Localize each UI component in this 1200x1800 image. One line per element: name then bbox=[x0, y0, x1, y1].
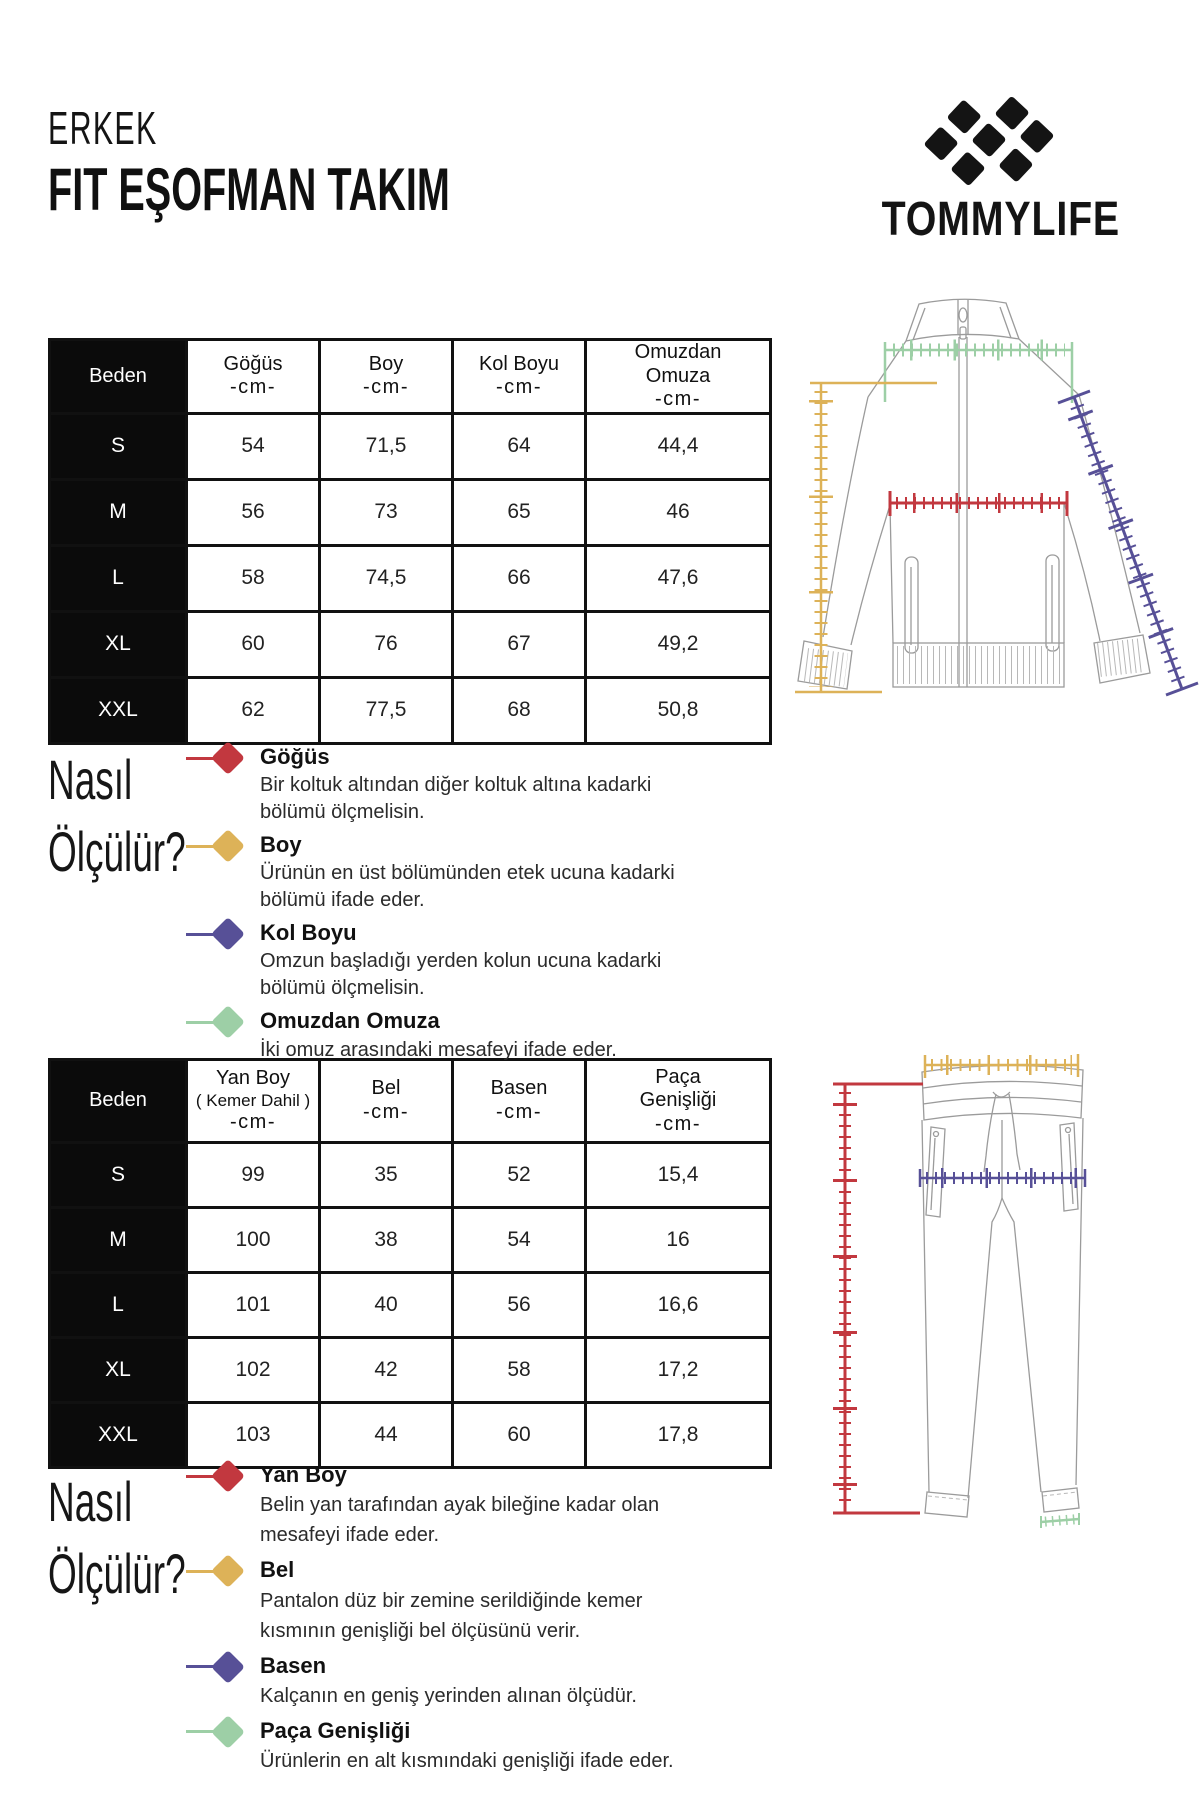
measure-description: Ürünün en üst bölümünden etek ucuna kadarki bölümü ifade eder. bbox=[260, 862, 675, 911]
legend-text bbox=[260, 744, 676, 825]
column-label: Basen bbox=[490, 1077, 548, 1100]
size-label-cell: M bbox=[50, 1208, 187, 1273]
legend-text bbox=[260, 1718, 674, 1776]
size-value-cell: 50,8 bbox=[586, 677, 771, 743]
size-value-cell: 56 bbox=[187, 479, 320, 545]
diamond-icon bbox=[211, 917, 245, 951]
column-header bbox=[187, 1060, 320, 1143]
column-unit: -cm- bbox=[496, 1101, 542, 1123]
size-label-cell: M bbox=[50, 479, 187, 545]
column-header bbox=[320, 1060, 453, 1143]
column-header bbox=[453, 1060, 586, 1143]
size-row bbox=[50, 611, 771, 677]
size-value-cell: 56 bbox=[453, 1273, 586, 1338]
column-label: Beden bbox=[89, 364, 147, 387]
measure-marker-icon bbox=[186, 832, 244, 860]
page-title-line2: FIT EŞOFMAN TAKIM bbox=[48, 156, 450, 224]
measure-description: Omzun başladığı yerden kolun ucuna kadarki bölümü ölçmelisin. bbox=[260, 950, 662, 999]
column-label: Göğüs bbox=[223, 352, 283, 375]
measure-name: Göğüs bbox=[260, 744, 330, 769]
legend-item bbox=[186, 1557, 706, 1645]
shoulder-measure-line bbox=[885, 342, 1072, 403]
pants-size-table bbox=[48, 1058, 772, 1469]
size-label-cell: XL bbox=[50, 611, 187, 677]
column-unit: -cm- bbox=[363, 1101, 409, 1123]
size-value-cell: 66 bbox=[453, 545, 586, 611]
size-row bbox=[50, 677, 771, 743]
size-value-cell: 67 bbox=[453, 611, 586, 677]
size-value-cell: 74,5 bbox=[320, 545, 453, 611]
measure-description: Pantalon düz bir zemine serildiğinde kemer kısmının genişliği bel ölçüsünü verir. bbox=[260, 1589, 643, 1642]
size-value-cell: 64 bbox=[453, 413, 586, 479]
measure-description: İki omuz arasındaki mesafeyi ifade eder. bbox=[260, 1038, 617, 1061]
header-row bbox=[50, 340, 771, 414]
measure-marker-icon bbox=[186, 1718, 244, 1746]
diamond-icon bbox=[211, 1459, 245, 1493]
size-value-cell: 49,2 bbox=[586, 611, 771, 677]
legend-item bbox=[186, 1008, 676, 1063]
measure-description: Belin yan tarafından ayak bileğine kadar olan mesafeyi ifade eder. bbox=[260, 1494, 660, 1547]
legend-item bbox=[186, 1718, 706, 1776]
size-value-cell: 40 bbox=[320, 1273, 453, 1338]
size-value-cell: 101 bbox=[187, 1273, 320, 1338]
measure-marker-icon bbox=[186, 1462, 244, 1490]
column-header bbox=[50, 1060, 187, 1143]
jacket-measurement-diagram bbox=[700, 285, 1200, 705]
measure-description: Ürünlerin en alt kısmındaki genişliği ifade eder. bbox=[260, 1750, 674, 1773]
size-value-cell: 54 bbox=[187, 413, 320, 479]
size-value-cell: 60 bbox=[187, 611, 320, 677]
legend-item bbox=[186, 1653, 706, 1711]
heading-line: Nasıl bbox=[48, 748, 133, 811]
diamond-icon bbox=[211, 1554, 245, 1588]
size-value-cell: 52 bbox=[453, 1143, 586, 1208]
size-row bbox=[50, 1273, 771, 1338]
column-unit: -cm- bbox=[496, 376, 542, 399]
size-label-cell: XXL bbox=[50, 677, 187, 743]
size-row bbox=[50, 1403, 771, 1468]
column-label: Paça Genişliği bbox=[639, 1065, 717, 1112]
side-length-measure-line bbox=[833, 1084, 923, 1513]
brand-name: TOMMYLIFE bbox=[881, 193, 1121, 246]
size-value-cell: 16 bbox=[586, 1208, 771, 1273]
column-label: Boy bbox=[368, 352, 404, 375]
measure-marker-icon bbox=[186, 1008, 244, 1036]
heading-line: Ölçülür? bbox=[48, 1541, 186, 1605]
legend-text bbox=[260, 1653, 637, 1711]
diamond-icon bbox=[211, 829, 245, 863]
size-label-cell: L bbox=[50, 1273, 187, 1338]
diamond-icon bbox=[211, 1650, 245, 1684]
size-value-cell: 76 bbox=[320, 611, 453, 677]
brand-block bbox=[858, 90, 1120, 244]
heading-line: Ölçülür? bbox=[48, 819, 186, 883]
column-sublabel: ( Kemer Dahil ) bbox=[195, 1090, 311, 1110]
legend-text bbox=[260, 1462, 706, 1550]
size-value-cell: 17,8 bbox=[586, 1403, 771, 1468]
measure-name: Yan Boy bbox=[260, 1462, 347, 1487]
measure-name: Basen bbox=[260, 1652, 327, 1678]
measure-name: Paça Genişliği bbox=[260, 1717, 411, 1743]
legend-item bbox=[186, 920, 676, 1001]
diamond-cluster-logo-icon bbox=[889, 90, 1089, 190]
size-value-cell: 44 bbox=[320, 1403, 453, 1468]
legend-item bbox=[186, 1462, 706, 1550]
waist-measure-line bbox=[925, 1054, 1078, 1078]
size-value-cell: 16,6 bbox=[586, 1273, 771, 1338]
page-title bbox=[48, 102, 657, 224]
measure-legend-top bbox=[186, 744, 676, 1070]
measure-name: Omuzdan Omuza bbox=[260, 1008, 440, 1034]
size-value-cell: 65 bbox=[453, 479, 586, 545]
size-value-cell: 102 bbox=[187, 1338, 320, 1403]
size-value-cell: 73 bbox=[320, 479, 453, 545]
page-title-line1: ERKEK bbox=[48, 102, 158, 154]
column-unit: -cm- bbox=[363, 376, 409, 399]
size-value-cell: 47,6 bbox=[586, 545, 771, 611]
column-label: Kol Boyu bbox=[478, 352, 560, 375]
column-label: Omuzdan Omuza bbox=[634, 341, 722, 387]
size-label-cell: L bbox=[50, 545, 187, 611]
diamond-icon bbox=[211, 1715, 245, 1749]
size-row bbox=[50, 545, 771, 611]
measure-legend-bottom bbox=[186, 1462, 706, 1783]
size-value-cell: 38 bbox=[320, 1208, 453, 1273]
column-header bbox=[453, 340, 586, 414]
how-to-measure-heading-bottom bbox=[48, 1466, 186, 1609]
size-value-cell: 46 bbox=[586, 479, 771, 545]
legend-item bbox=[186, 832, 676, 913]
measure-marker-icon bbox=[186, 1653, 244, 1681]
size-value-cell: 44,4 bbox=[586, 413, 771, 479]
column-header bbox=[586, 1060, 771, 1143]
column-unit: -cm- bbox=[655, 1112, 701, 1135]
size-value-cell: 99 bbox=[187, 1143, 320, 1208]
measure-marker-icon bbox=[186, 744, 244, 772]
column-label: Beden bbox=[89, 1089, 147, 1112]
size-value-cell: 68 bbox=[453, 677, 586, 743]
pants-outline bbox=[922, 1065, 1083, 1517]
pants-measurement-diagram bbox=[810, 1030, 1110, 1540]
legend-text bbox=[260, 1557, 706, 1645]
legend-item bbox=[186, 744, 676, 825]
how-to-measure-heading-top bbox=[48, 744, 186, 887]
diamond-icon bbox=[211, 741, 245, 775]
column-unit: -cm- bbox=[230, 376, 276, 399]
size-value-cell: 103 bbox=[187, 1403, 320, 1468]
size-value-cell: 77,5 bbox=[320, 677, 453, 743]
column-unit: -cm- bbox=[655, 388, 701, 411]
size-value-cell: 15,4 bbox=[586, 1143, 771, 1208]
size-value-cell: 58 bbox=[187, 545, 320, 611]
legend-text bbox=[260, 920, 676, 1001]
size-row bbox=[50, 1338, 771, 1403]
size-value-cell: 42 bbox=[320, 1338, 453, 1403]
column-label: Bel bbox=[371, 1077, 401, 1100]
size-row bbox=[50, 479, 771, 545]
size-label-cell: XXL bbox=[50, 1403, 187, 1468]
measure-marker-icon bbox=[186, 920, 244, 948]
size-value-cell: 62 bbox=[187, 677, 320, 743]
jacket-outline bbox=[798, 299, 1150, 689]
size-value-cell: 54 bbox=[453, 1208, 586, 1273]
legend-text bbox=[260, 1008, 617, 1063]
size-value-cell: 60 bbox=[453, 1403, 586, 1468]
size-label-cell: S bbox=[50, 1143, 187, 1208]
measure-name: Bel bbox=[260, 1557, 295, 1583]
length-measure-line bbox=[795, 383, 937, 692]
column-label: Yan Boy bbox=[215, 1067, 291, 1090]
size-value-cell: 58 bbox=[453, 1338, 586, 1403]
size-value-cell: 71,5 bbox=[320, 413, 453, 479]
column-header bbox=[320, 340, 453, 414]
heading-line: Nasıl bbox=[48, 1470, 133, 1533]
header-row bbox=[50, 1060, 771, 1143]
measure-description: Bir koltuk altından diğer koltuk altına kadarki bölümü ölçmelisin. bbox=[260, 774, 652, 823]
column-header bbox=[187, 340, 320, 414]
measure-name: Kol Boyu bbox=[260, 920, 357, 946]
size-value-cell: 100 bbox=[187, 1208, 320, 1273]
legend-text bbox=[260, 832, 676, 913]
size-label-cell: S bbox=[50, 413, 187, 479]
measure-marker-icon bbox=[186, 1557, 244, 1585]
size-row bbox=[50, 413, 771, 479]
size-row bbox=[50, 1208, 771, 1273]
jacket-size-table bbox=[48, 338, 772, 745]
measure-name: Boy bbox=[260, 832, 302, 858]
measure-description: Kalçanın en geniş yerinden alınan ölçüdür. bbox=[260, 1684, 637, 1707]
column-unit: -cm- bbox=[230, 1111, 276, 1134]
size-row bbox=[50, 1143, 771, 1208]
column-header bbox=[50, 340, 187, 414]
diamond-icon bbox=[211, 1005, 245, 1039]
size-value-cell: 17,2 bbox=[586, 1338, 771, 1403]
leg-opening-measure-line bbox=[1041, 1513, 1079, 1528]
size-label-cell: XL bbox=[50, 1338, 187, 1403]
size-value-cell: 35 bbox=[320, 1143, 453, 1208]
chest-measure-line bbox=[890, 491, 1067, 516]
